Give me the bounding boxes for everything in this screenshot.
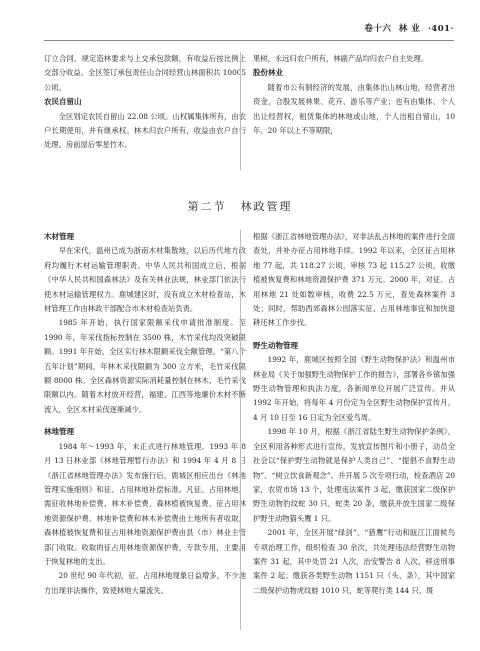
paragraph: 根据《浙江省林地管理办法》，对非法乱占林地的案件进行全面查处，并补办征占用林地手续。1992 年以来，全区征占用林地 77 起，共 118.27 公顷，审核 73 起 115.27 公顷，收缴植被恢复费和林地资源保护费 371 万元。2000 年，对征、占用林地 21 处如数审核，收费 22.5 万元，查处森林案件 3 处；同时，帮助西郊森林公园落实征、占用林地事宜和加快退耕还林工作步伐。 — [253, 232, 455, 328]
right-column — [253, 230, 455, 598]
paragraph: 1985 年开始，执行国家限额采伐申请批准制度。至 1990 年，年采伐指标控制在 3500 株，木竹采伐均没突破限额。1991 年开始，全区实行林木限额采伐全额管理。“第八个五年计划”期间，年林木采伐限额为 300 立方米，毛竹采伐限额 8000 株。全区森林资源实际消耗量控制在林木、毛竹采伐限额以内。随着木材放开经营，福建、江西等地廉价木材不断流入，全区木材采伐逐渐减少。 — [44, 318, 246, 414]
column-divider-top — [240, 52, 241, 170]
paragraph: 2001 年，全区开展“绿剑”、“猎鹰”行动和瓯江江面候鸟专项治理工作，组织检查 30 余次，共处理违法经营野生动物案件 31 起，其中处罚 21 人次，治安警告 8 人次，移送刑事案件 2 起；缴获各类野生动物 1151 只（头、条），其中国家二级保护动物虎纹蛙 1010 只，蛇等爬行类 144 只，斑 — [253, 528, 455, 595]
paragraph: 果树，永远归农户所有，林副产品均归农户自主处理。 — [253, 54, 429, 63]
header-subject: 林 业 — [398, 24, 421, 34]
column-divider-bottom — [240, 230, 241, 630]
paragraph: 1984 年～1993 年，未正式进行林地管理。1993 年 8 月 13 日林业部《林地管理暂行办法》和 1994 年 4 月 8 日《浙江省林地管理办法》发布施行后，鹿城区相应出台《林地管理实施细则》和征、占用林地补偿标准。凡征、占用林地，需征收林地补偿费、林木补偿费、森林植被恢复费、征占用林地资源保护费。林地补偿费和林木补偿费由土地所有者收取，森林植被恢复费和征占用林地资源保护费由县（市）林业主管部门收取。收取的征占用林地资源保护费，专款专用，主要用于恢复林地的支出。 — [44, 441, 246, 566]
subsection-heading: 农民自留山 — [44, 97, 82, 107]
section-number: 第二节 — [187, 200, 227, 213]
running-header — [360, 22, 454, 34]
spacer — [44, 417, 246, 425]
section-heading — [0, 198, 480, 214]
paragraph: 早在宋代，温州已成为浙南木材集散地，以后历代地方政府均履行木材运输管理职责。中华人民共和国成立后，根据《中华人民共和国森林法》及有关林业法规，林业部门依法行使木材运输管理权力。鹿城建区时，没有成立木材检查站，木材管理工作由林政干部配合市木材检查站负责。 — [44, 246, 246, 314]
subsection-heading: 股份林业 — [253, 68, 283, 78]
header-page-number: ·401· — [427, 24, 454, 34]
section-title: 林政管理 — [240, 200, 293, 213]
left-column — [44, 230, 246, 598]
header-rule — [44, 40, 454, 41]
paragraph: 1998 年 10 月，根据《浙江省陆生野生动物保护条例》，全区利用各种形式进行宣传，发放宣传图片和小册子，动员全社会以“保护野生动物就是保护人类自己”、“提倡不食野生动物”、“树立饮食新观念”。并开展 5 次专项行动，检查酒店 20 家，农贸市场 13 个，处理违法案件 3 起，缴获国家二级保护野生动物豹纹蛇 30 只，蛇类 20 条，缴获并放生国家二级保护野生动物猫头鹰 1 只。 — [253, 427, 455, 523]
paragraph: 20 世纪 90 年代初，征、占用林地现象日益增多，不少地方出现非法操作，致使林地大量流失。 — [44, 571, 246, 595]
header-chapter: 卷十六 — [364, 24, 392, 34]
paragraph: 随着市公有制经济的发展，由集体出山林山地，经营者出资金，合股发展林果、花卉、游乐等产业；也有由集体、个人出让经营权，租赁集体的林地或山地，个人出租自留山，10 年、20 年以上不等期限， — [253, 82, 455, 136]
subsection-heading: 木材管理 — [44, 232, 74, 241]
spacer — [253, 331, 455, 339]
paragraph: 1992 年，鹿城区按照全国《野生动物保护法》和温州市林业局《关于加强野生动物保护工作的报告》，部署各乡镇加强野生动物管理和执法力度，各新闻单位开展广泛宣传。并从 1992 年开始，将每年 4 月份定为全区野生动物保护宣传月，4 月 10 日至 16 日定为全区爱鸟周。 — [253, 355, 455, 422]
paragraph: 全区划定农民自留山 22.08 公顷。山权属集体所有，由农户长期使用，并有继承权。林木归农户所有，收益由农户自行处理。房前屋后零星竹木、 — [44, 111, 246, 150]
top-right-column — [253, 52, 455, 138]
paragraph: 订立合同，规定造林要求与上交承包款额，有收益后按比例上交部分收益。全区签订承包责任山合同经营山林面积共 10005 公顷。 — [44, 54, 246, 92]
subsection-heading: 林地管理 — [44, 427, 74, 437]
top-left-column — [44, 52, 246, 153]
subsection-heading: 野生动物管理 — [253, 340, 298, 350]
